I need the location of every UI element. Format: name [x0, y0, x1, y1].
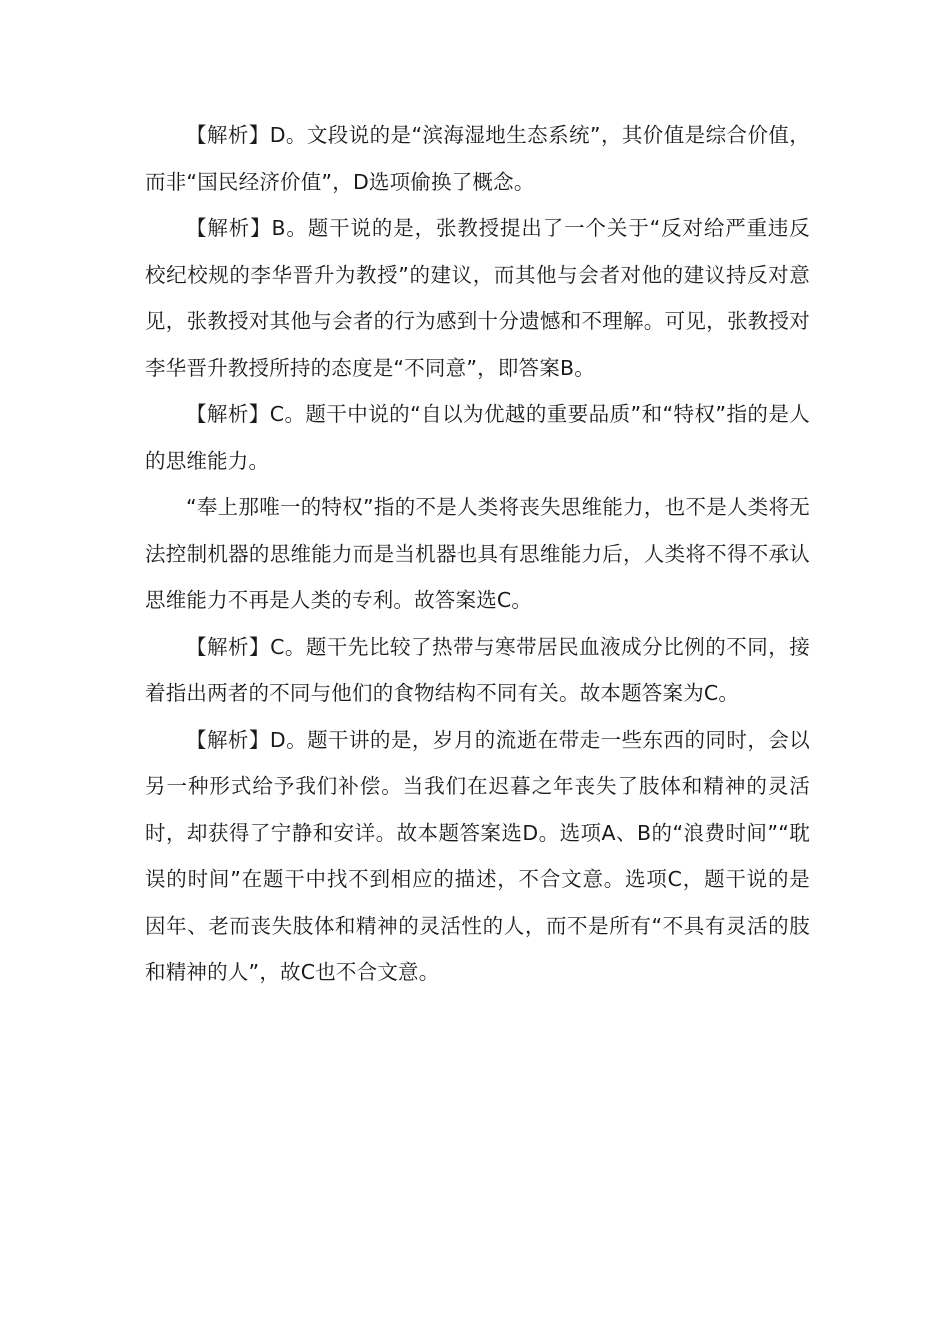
answer-paragraph-6: 【解析】D。题干讲的是，岁月的流逝在带走一些东西的同时，会以另一种形式给予我们补偿。当我们在迟暮之年丧失了肢体和精神的灵活时，却获得了宁静和安详。故本题答案选D。选项A、B的“浪费时间”“耽误的时间”在题干中找不到相应的描述，不合文意。选项C，题干说的是因年、老而丧失肢体和精神的灵活性的人，而不是所有“不具有灵活的肢和精神的人”，故C也不合文意。 — [145, 727, 810, 984]
document-body — [145, 112, 810, 996]
answer-paragraph-4: “奉上那唯一的特权”指的不是人类将丧失思维能力，也不是人类将无法控制机器的思维能力而是当机器也具有思维能力后，人类将不得不承认思维能力不再是人类的专利。故答案选C。 — [145, 495, 810, 612]
answer-paragraph-2: 【解析】B。题干说的是，张教授提出了一个关于“反对给严重违反校纪校规的李华晋升为教授”的建议，而其他与会者对他的建议持反对意见，张教授对其他与会者的行为感到十分遗憾和不理解。可见，张教授对李华晋升教授所持的态度是“不同意”，即答案B。 — [145, 216, 810, 380]
answer-paragraph-5: 【解析】C。题干先比较了热带与寒带居民血液成分比例的不同，接着指出两者的不同与他们的食物结构不同有关。故本题答案为C。 — [145, 634, 810, 705]
answer-paragraph-1: 【解析】D。文段说的是“滨海湿地生态系统”，其价值是综合价值，而非“国民经济价值”，D选项偷换了概念。 — [145, 123, 810, 194]
answer-paragraph-3: 【解析】C。题干中说的“自以为优越的重要品质”和“特权”指的是人的思维能力。 — [145, 402, 810, 473]
